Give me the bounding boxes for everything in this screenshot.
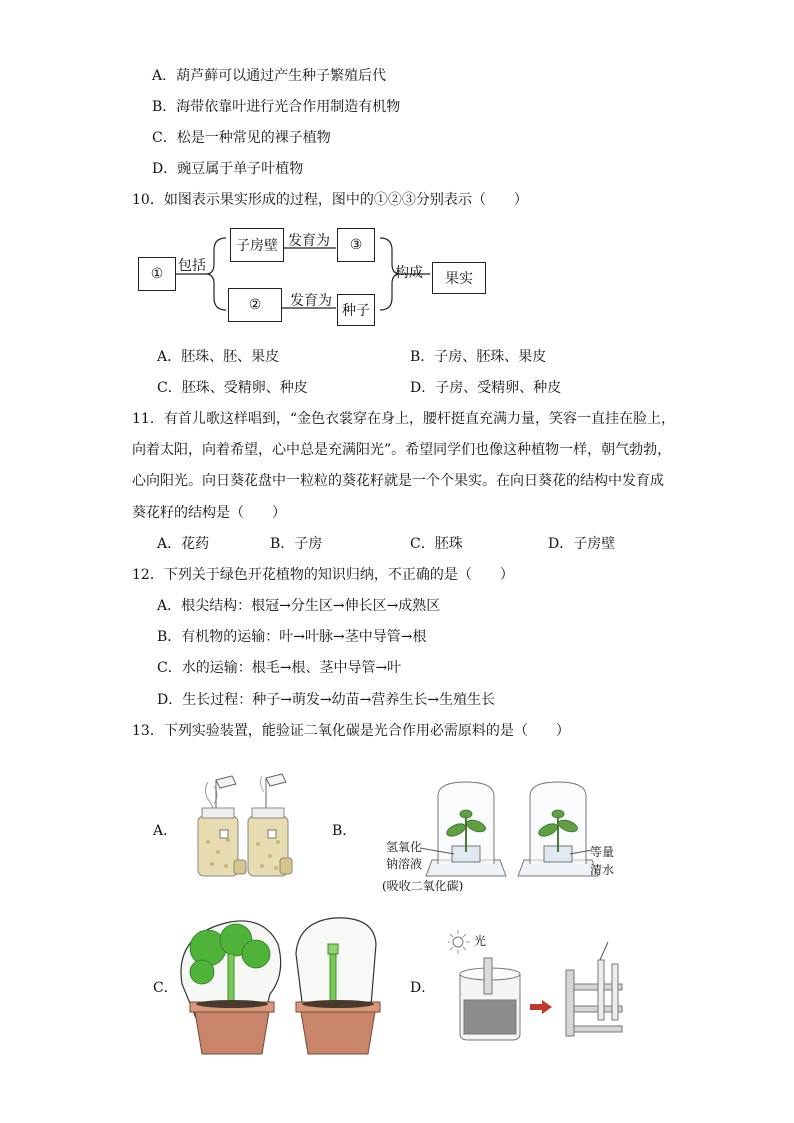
q11-option-a: A．花药 <box>157 536 210 552</box>
q12-stem: 12．下列关于绿色开花植物的知识归纳，不正确的是（ ） <box>132 567 514 583</box>
q11-option-c: C．胚珠 <box>410 536 463 552</box>
figd-light-label: 光 <box>474 934 487 948</box>
q10-option-c: C．胚珠、受精卵、种皮 <box>157 380 308 396</box>
label-fayu-1: 发育为 <box>288 233 330 249</box>
q13-stem: 13．下列实验装置，能验证二氧化碳是光合作用必需原料的是（ ） <box>132 723 570 739</box>
q11-option-d: D．子房壁 <box>548 536 616 552</box>
q11-line-4: 葵花籽的结构是（ ） <box>132 505 286 521</box>
figure-c-potted-plants <box>174 914 388 1060</box>
q11-line-2: 向着太阳，向着希望，心中总是充满阳光”。希望同学们也像这种植物一样，朝气勃勃， <box>132 442 672 458</box>
q10-stem: 10．如图表示果实形成的过程，图中的①②③分别表示（ ） <box>132 192 528 208</box>
q9-option-b: B．海带依靠叶进行光合作用制造有机物 <box>152 99 401 115</box>
q9-option-d: D．豌豆属于单子叶植物 <box>152 161 304 177</box>
q13-label-d: D． <box>410 980 436 996</box>
q13-label-c: C． <box>153 980 178 996</box>
figb-right-label-1: 等量 <box>590 845 615 859</box>
q12-option-d: D．生长过程：种子→萌发→幼苗→营养生长→生殖生长 <box>157 692 496 708</box>
q11-line-1: 11．有首儿歌这样唱到，“金色衣裳穿在身上，腰杆挺直充满力量，笑容一直挂在脸上， <box>132 411 675 427</box>
figure-a-seed-jars <box>188 772 298 884</box>
q11-option-b: B．子房 <box>270 536 323 552</box>
q12-option-c: C．水的运输：根毛→根、茎中导管→叶 <box>157 660 402 676</box>
q10-option-d: D．子房、受精卵、种皮 <box>410 380 562 396</box>
label-goucheng: 构成 <box>395 265 423 281</box>
figb-right-label-2: 清水 <box>590 863 615 877</box>
figure-b-bell-jars <box>420 776 600 886</box>
q10-option-a: A．胚珠、胚、果皮 <box>157 349 280 365</box>
label-fayu-2: 发育为 <box>290 293 332 309</box>
label-baokuo: 包括 <box>178 258 206 274</box>
box-zhongzi: 种子 <box>337 294 375 326</box>
q13-label-a: A． <box>153 823 178 839</box>
box-1: ① <box>138 257 176 291</box>
q11-line-3: 心向阳光。向日葵花盘中一粒粒的葵花籽就是一个个果实。在向日葵花的结构中发育成 <box>132 473 664 489</box>
q9-option-a: A．葫芦藓可以通过产生种子繁殖后代 <box>152 68 387 84</box>
box-zifangbi: 子房壁 <box>230 228 284 262</box>
q13-label-b: B． <box>332 823 357 839</box>
q12-option-a: A．根尖结构：根冠→分生区→伸长区→成熟区 <box>157 598 441 614</box>
box-2: ② <box>228 288 282 322</box>
q12-option-b: B．有机物的运输：叶→叶脉→茎中导管→根 <box>157 629 427 645</box>
box-guoshi: 果实 <box>432 262 486 294</box>
box-3: ③ <box>337 228 375 262</box>
q9-option-c: C．松是一种常见的裸子植物 <box>152 130 331 146</box>
q10-option-b: B．子房、胚珠、果皮 <box>410 349 547 365</box>
figb-note: (吸收二氧化碳) <box>382 879 464 893</box>
figb-left-label-1: 氢氧化 <box>386 840 423 854</box>
figb-left-label-2: 钠溶液 <box>386 857 423 871</box>
